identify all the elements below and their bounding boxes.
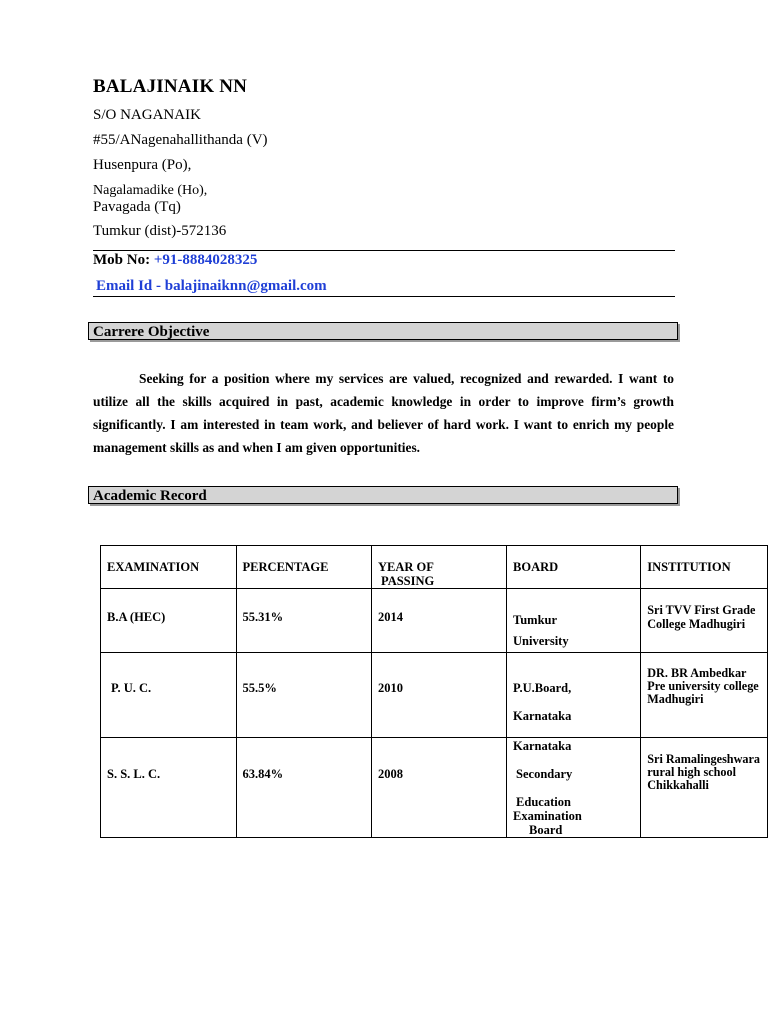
mobile-label: Mob No:	[93, 252, 151, 268]
institution-cell	[641, 589, 768, 653]
institution-line: Chikkahalli	[647, 778, 709, 792]
percentage-cell: 55.5%	[236, 653, 371, 738]
board-line: P.U.Board,	[513, 681, 572, 695]
institution-line: Pre university college	[647, 679, 759, 693]
section-heading-academic: Academic Record	[88, 486, 678, 504]
address-line: Pavagada (Tq)	[93, 199, 181, 215]
institution-line: Sri TVV First Grade	[647, 603, 756, 617]
column-header: EXAMINATION	[101, 546, 237, 589]
address-line: Nagalamadike (Ho),	[93, 183, 208, 198]
table-header-row	[101, 546, 768, 589]
institution-cell	[641, 738, 768, 838]
address-line: Husenpura (Po),	[93, 157, 192, 173]
email-line[interactable]: Email Id - balajinaiknn@gmail.com	[96, 278, 327, 294]
institution-line: DR. BR Ambedkar	[647, 666, 747, 680]
board-line: Karnataka	[513, 739, 572, 753]
institution-line: rural high school	[647, 765, 736, 779]
year-cell: 2008	[372, 738, 507, 838]
address-line: Tumkur (dist)-572136	[93, 223, 227, 239]
exam-cell: B.A (HEC)	[101, 589, 237, 653]
column-header: BOARD	[507, 546, 641, 589]
board-cell	[507, 653, 641, 738]
year-cell: 2014	[372, 589, 507, 653]
board-line: Education	[516, 795, 571, 809]
table-row	[101, 738, 768, 838]
table-row	[101, 653, 768, 738]
institution-line: College Madhugiri	[647, 617, 746, 631]
column-header-line: YEAR OF	[378, 560, 434, 574]
board-line: University	[513, 634, 569, 648]
objective-text: Seeking for a position where my services are valued, recognized and rewarded. I want to utilize all the skills acquired in past, academic knowledge in order to improve firm’s growth significantly. I am interested in team work, and believer of hard work. I want to enrich my people management skills as and when I am given opportunities.	[93, 371, 674, 455]
section-heading-objective: Carrere Objective	[88, 322, 678, 340]
board-line: Tumkur	[513, 613, 558, 627]
institution-line: Madhugiri	[647, 692, 704, 706]
board-line: Board	[529, 823, 563, 837]
board-line: Karnataka	[513, 709, 572, 723]
year-cell: 2010	[372, 653, 507, 738]
board-cell	[507, 738, 641, 838]
board-line: Secondary	[516, 767, 573, 781]
column-header: INSTITUTION	[641, 546, 768, 589]
exam-cell: S. S. L. C.	[101, 738, 237, 838]
percentage-cell: 55.31%	[236, 589, 371, 653]
column-header	[372, 546, 507, 589]
board-cell	[507, 589, 641, 653]
column-header: PERCENTAGE	[236, 546, 371, 589]
exam-cell: P. U. C.	[101, 653, 237, 738]
percentage-cell: 63.84%	[236, 738, 371, 838]
table-row	[101, 589, 768, 653]
institution-cell	[641, 653, 768, 738]
divider	[93, 250, 675, 251]
column-header-line: PASSING	[381, 574, 435, 588]
academic-table	[100, 545, 768, 838]
candidate-name: BALAJINAIK NN	[93, 76, 248, 97]
address-line: S/O NAGANAIK	[93, 107, 201, 123]
board-line: Examination	[513, 809, 582, 823]
mobile-line	[93, 252, 257, 269]
institution-line: Sri Ramalingeshwara	[647, 752, 760, 766]
mobile-number[interactable]: +91-8884028325	[153, 252, 258, 268]
address-line: #55/ANagenahallithanda (V)	[93, 132, 268, 148]
divider	[93, 296, 675, 297]
